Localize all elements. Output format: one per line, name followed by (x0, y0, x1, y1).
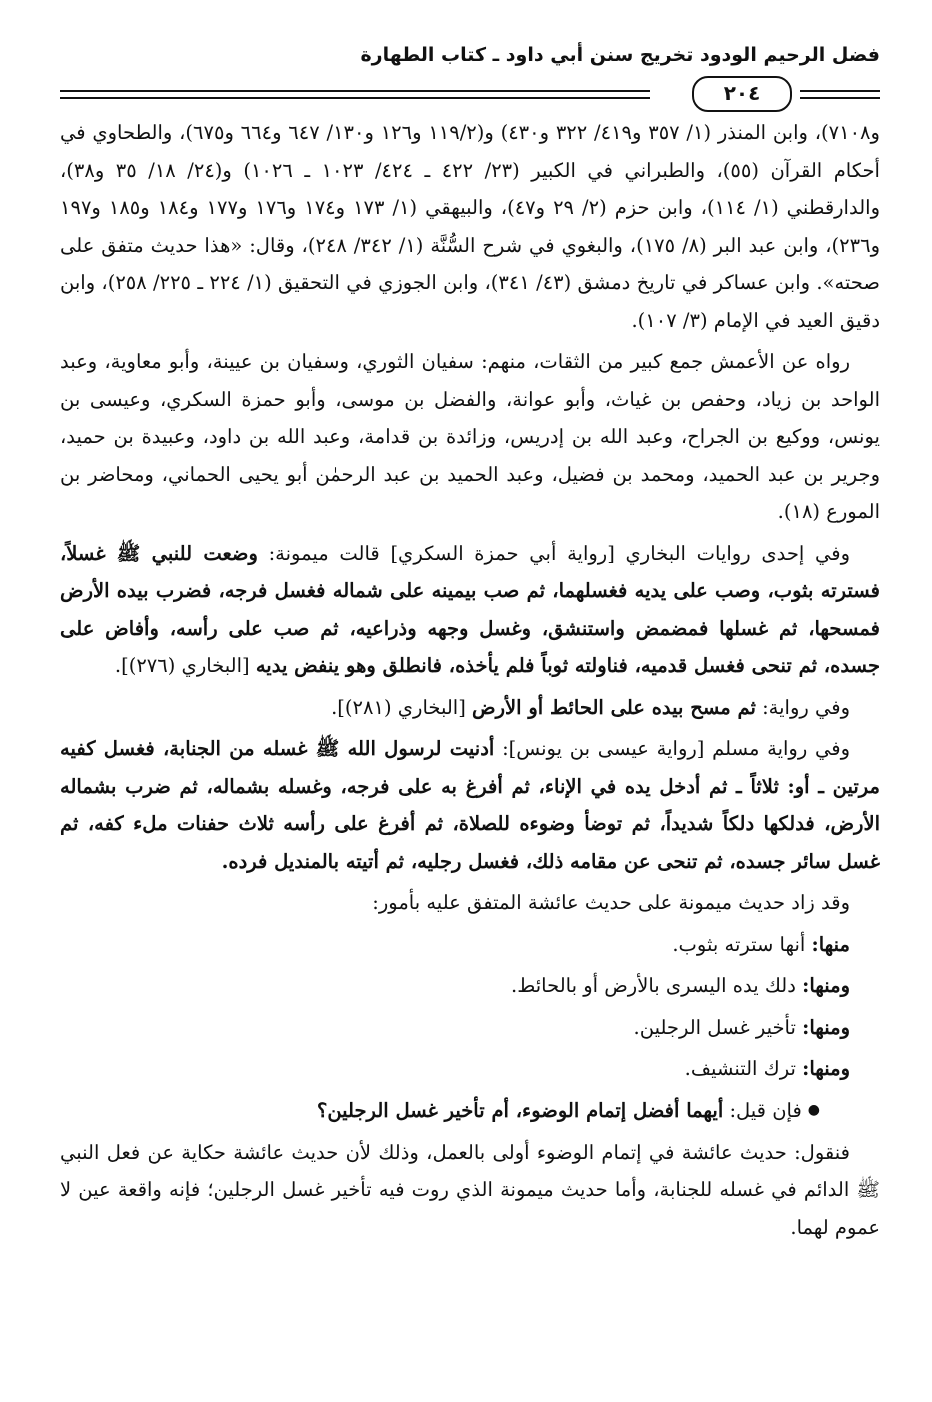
page-number: ٢٠٤ (692, 76, 792, 112)
header-rule (60, 74, 880, 114)
circle-bullet-icon: ● (807, 1102, 820, 1119)
narration-text: أدنيت لرسول الله ﷺ غسله من الجنابة، فغسل كفيه مرتين ـ أو: ثلاثاً ـ ثم أدخل يده في الإناء، ثم أفرغ به على فرجه، وغسله بشماله، ثم ضرب بشماله الأرض، فدلكها دلكاً شديداً، ثم توضأ وضوءه للصلاة، ثم أفرغ على رأسه ثلاث حفنات ملء كفه، ثم غسل سائر جسده، ثم تنحى عن مقامه ذلك، فغسل رجليه، ثم أتيته بالمنديل فرده. (60, 737, 880, 873)
narration-intro: وفي رواية مسلم [رواية عيسى بن يونس]: (494, 737, 850, 760)
paragraph-question (60, 1092, 880, 1130)
narration-intro: وفي إحدى روايات البخاري [رواية أبي حمزة السكري] قالت ميمونة: (257, 541, 850, 565)
narration-text: ثم مسح بيده على الحائط أو الأرض (472, 695, 756, 719)
list-item-text: أنها سترته بثوب. (672, 932, 812, 956)
list-item (60, 926, 880, 964)
running-header: فضل الرحيم الودود تخريج سنن أبي داود ـ كتاب الطهارة (360, 44, 880, 66)
narration-text: وضعت للنبي ﷺ غسلاً، فسترته بثوب، وصب على يديه فغسلهما، ثم صب بيمينه على شماله فغسل فرجه، فضرب بيده الأرض فمسحها، ثم غسلها فمضمض واستنشق، وغسل وجهه وذراعيه، ثم صب على رأسه، وأفاض على جسده، ثم تنحى فغسل قدميه، فناولته ثوباً فلم يأخذه، فانطلق وهو ينفض يديه (60, 541, 880, 677)
paragraph-bukhari-narration (60, 535, 880, 685)
paragraph-muslim-narration (60, 730, 880, 880)
header-rule-left (60, 90, 650, 99)
paragraph-answer: فنقول: حديث عائشة في إتمام الوضوء أولى بالعمل، وذلك لأن حديث عائشة حكاية عن فعل النبي ﷺ الدائم في غسله للجنابة، وأما حديث ميمونة الذي روت فيه تأخير غسل الرجلين؛ فإنه واقعة عين لا عموم لهما. (60, 1140, 880, 1239)
narration-source: [البخاري (٢٧٦)]. (114, 654, 256, 677)
list-item-label: ومنها: (802, 974, 850, 997)
list-item-text: تأخير غسل الرجلين. (633, 1015, 803, 1039)
paragraph-second-narration (60, 689, 880, 727)
list-item-label: منها: (811, 932, 850, 956)
list-item (60, 1009, 880, 1047)
paragraph-narrators: رواه عن الأعمش جمع كبير من الثقات، منهم: سفيان الثوري، وسفيان بن عيينة، وأبو معاوية، وعبد الواحد بن زياد، وحفص بن غياث، وأبو عوانة، والفضل بن موسى، وأبو حمزة السكري، وعيسى بن يونس، ووكيع بن الجراح، وعبد الله بن إدريس، وزائدة بن قدامة، وعبد الله بن داود، وعبيدة بن حميد، وجرير بن عبد الحميد، ومحمد بن فضيل، وعبد الحميد بن عبد الرحمٰن أبو يحيى الحماني، ومحاضر بن المورع (١٨). (60, 350, 880, 523)
list-item (60, 1050, 880, 1088)
list-item-label: ومنها: (802, 1057, 850, 1080)
page-body (60, 114, 880, 1246)
narration-source: [البخاري (٢٨١)]. (331, 695, 473, 719)
question-text: أيهما أفضل إتمام الوضوء، أم تأخير غسل الرجلين؟ (316, 1098, 724, 1122)
question-label: فإن قيل: (723, 1098, 802, 1122)
paragraph-additions-intro: وقد زاد حديث ميمونة على حديث عائشة المتفق عليه بأمور: (372, 891, 850, 914)
list-item-text: ترك التنشيف. (684, 1057, 803, 1080)
book-page (60, 38, 880, 1378)
list-item-label: ومنها: (802, 1015, 850, 1039)
header-rule-right (800, 90, 880, 99)
narration-intro: وفي رواية: (755, 695, 850, 719)
list-item (60, 967, 880, 1005)
list-item-text: دلك يده اليسرى بالأرض أو بالحائط. (511, 974, 803, 997)
paragraph-citations: و٧١٠٨)، وابن المنذر (١/ ٣٥٧ و٤١٩/ ٣٢٢ و٤٣٠) و(١١٩/٢ و١٢٦ و١٣٠/ ٦٤٧ و٦٦٤ و٦٧٥)، والطحاوي في أحكام القرآن (٥٥)، والطبراني في الكبير (٢٣/ ٤٢٢ ـ ٤٢٤/ ١٠٢٣ ـ ١٠٢٦) و(٢٤/ ١٨/ ٣٥ و٣٨)، والدارقطني (١/ ١١٤)، وابن حزم (٢/ ٢٩ و٤٧)، والبيهقي (١/ ١٧٣ و١٧٤ و١٧٦ و١٧٧ و١٨٤ و١٨٥ و١٩٧ و٢٣٦)، وابن عبد البر (٨/ ١٧٥)، والبغوي في شرح السُّنَّة (١/ ٣٤٢/ ٢٤٨)، وقال: «هذا حديث متفق على صحته». وابن عساكر في تاريخ دمشق (٤٣/ ٣٤١)، وابن الجوزي في التحقيق (١/ ٢٢٤ ـ ٢٢٥/ ٢٥٨)، وابن دقيق العيد في الإمام (٣/ ١٠٧). (60, 121, 880, 332)
